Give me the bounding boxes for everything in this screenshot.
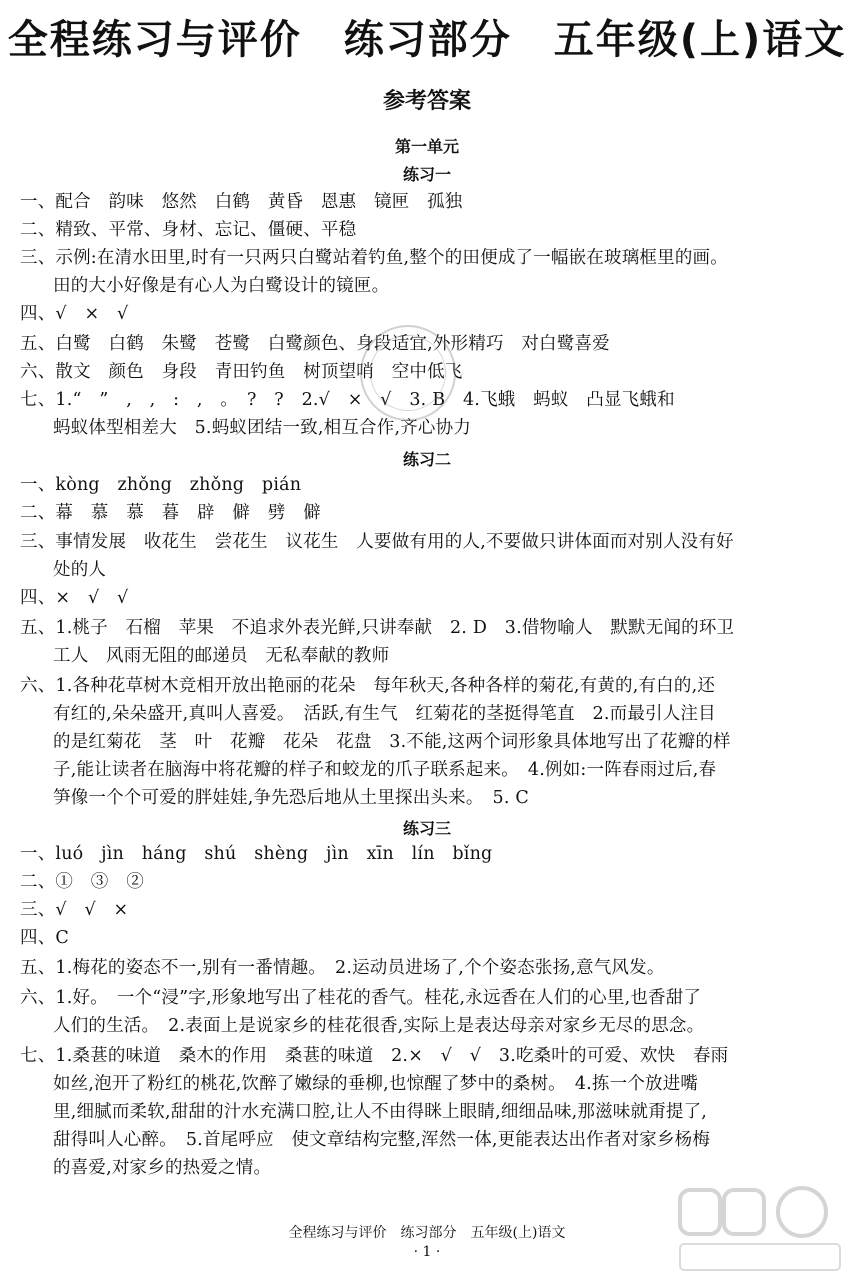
answer-line: 蚂蚁体型相差大 5.蚂蚁团结一致,相互合作,齐心协力: [53, 418, 472, 438]
answer-line: 一、kòng zhǒng zhǒng pián: [20, 475, 302, 495]
answer-line: 六、1.各种花草树木竞相开放出艳丽的花朵 每年秋天,各种各样的菊花,有黄的,有白的,还: [20, 676, 716, 696]
answer-line: 笋像一个个可爱的胖娃娃,争先恐后地从土里探出头来。 5. C: [53, 788, 529, 808]
answer-line: 二、幕 慕 慕 暮 辟 僻 劈 僻: [20, 503, 321, 523]
answer-line: 的喜爱,对家乡的热爱之情。: [53, 1158, 272, 1178]
answer-line: 田的大小好像是有心人为白鹭设计的镜匣。: [53, 276, 390, 296]
answers-title: 参考答案: [382, 89, 471, 114]
answer-line: 子,能让读者在脑海中将花瓣的样子和蛟龙的爪子联系起来。 4.例如:一阵春雨过后,春: [53, 760, 717, 780]
answer-line: 三、事情发展 收花生 尝花生 议花生 人要做有用的人,不要做只讲体面而对别人没有好: [20, 532, 734, 552]
page-header-title: 全程练习与评价 练习部分 五年级(上)语文: [7, 17, 847, 63]
answer-line: 甜得叫人心醉。 5.首尾呼应 使文章结构完整,浑然一体,更能表达出作者对家乡杨梅: [53, 1130, 711, 1150]
answer-line: 六、1.好。 一个“浸”字,形象地写出了桂花的香气。桂花,永远香在人们的心里,也香甜了: [20, 988, 702, 1008]
answer-line: 如丝,泡开了粉红的桃花,饮醉了嫩绿的垂柳,也惊醒了梦中的桑树。 4.拣一个放进嘴: [53, 1074, 699, 1094]
answer-line: 二、① ③ ②: [20, 872, 144, 892]
answer-line: 一、luó jìn háng shú shèng jìn xīn lín bǐng: [20, 844, 493, 864]
answer-line: 四、C: [20, 928, 69, 948]
unit-title: 第一单元: [394, 137, 459, 156]
answer-line: 三、示例:在清水田里,时有一只两只白鹭站着钓鱼,整个的田便成了一幅嵌在玻璃框里的画。: [20, 248, 728, 268]
answer-line: 六、散文 颜色 身段 青田钓鱼 树顶望哨 空中低飞: [20, 362, 463, 382]
exercise-1-title: 练习一: [402, 165, 451, 184]
answer-line: 工人 风雨无阻的邮递员 无私奉献的教师: [53, 646, 390, 666]
answer-line: 七、1.桑葚的味道 桑木的作用 桑葚的味道 2.× √ √ 3.吃桑叶的可爱、欢快 春雨: [20, 1046, 729, 1066]
exercise-2-title: 练习二: [402, 450, 451, 469]
page-number: · 1 ·: [413, 1244, 441, 1260]
answer-line: 人们的生活。 2.表面上是说家乡的桂花很香,实际上是表达母亲对家乡无尽的思念。: [53, 1016, 705, 1036]
answer-line: 有红的,朵朵盛开,真叫人喜爱。 活跃,有生气 红菊花的茎挺得笔直 2.而最引人注目: [53, 704, 716, 724]
watermark-logo-icon: [676, 1184, 846, 1276]
exercise-3-title: 练习三: [402, 819, 451, 838]
answer-line: 五、1.梅花的姿态不一,别有一番情趣。 2.运动员进场了,个个姿态张扬,意气风发。: [20, 958, 665, 978]
answer-line: 二、精致、平常、身材、忘记、僵硬、平稳: [20, 220, 357, 240]
answer-line: 四、√ × √: [20, 304, 129, 324]
answer-line: 七、1.“ ” , , : , 。 ? ? 2.√ × √ 3. B 4.飞蛾 蚂蚁 凸显飞蛾和: [20, 390, 675, 410]
answer-line: 的是红菊花 茎 叶 花瓣 花朵 花盘 3.不能,这两个词形象具体地写出了花瓣的样: [53, 732, 731, 752]
answer-line: 四、× √ √: [20, 588, 129, 608]
answer-line: 一、配合 韵味 悠然 白鹤 黄昏 恩惠 镜匣 孤独: [20, 192, 463, 212]
answer-line: 五、1.桃子 石榴 苹果 不追求外表光鲜,只讲奉献 2. D 3.借物喻人 默默无闻的环卫: [20, 618, 735, 638]
answer-line: 处的人: [53, 560, 107, 580]
answer-line: 五、白鹭 白鹤 朱鹭 苍鹭 白鹭颜色、身段适宜,外形精巧 对白鹭喜爱: [20, 334, 610, 354]
page-footer: 全程练习与评价 练习部分 五年级(上)语文: [288, 1225, 566, 1241]
answer-line: 三、√ √ ×: [20, 900, 129, 920]
answer-line: 里,细腻而柔软,甜甜的汁水充满口腔,让人不由得眯上眼睛,细细品味,那滋味就甭提了,: [53, 1102, 708, 1122]
